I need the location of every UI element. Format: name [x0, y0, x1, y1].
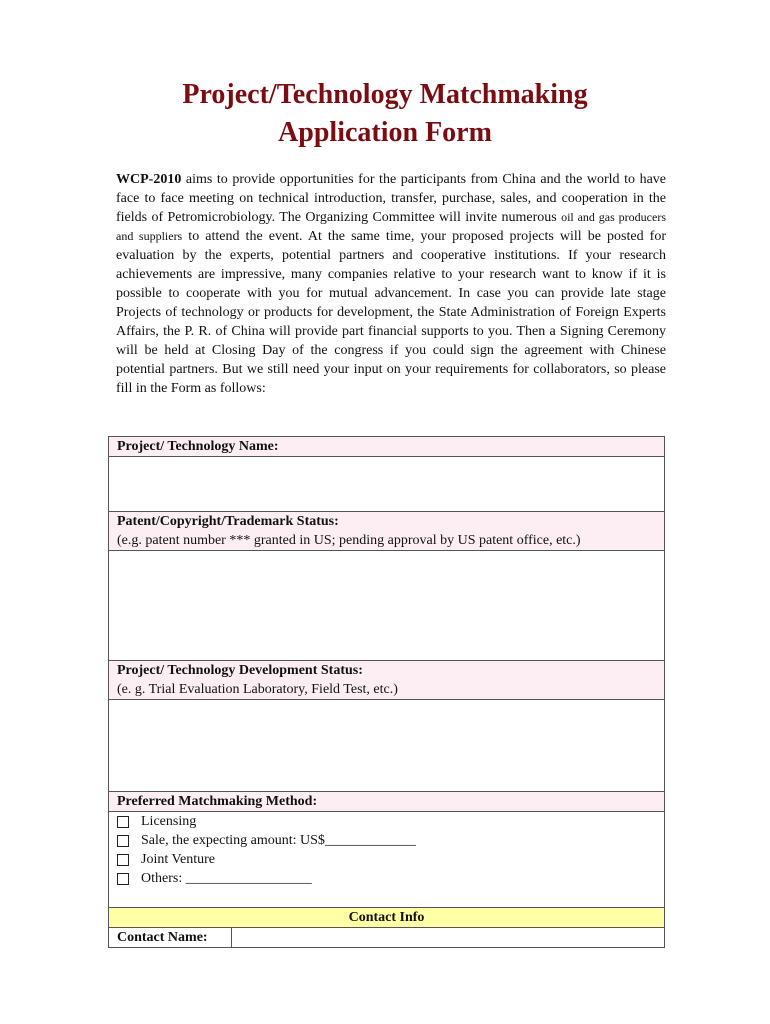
method-option-sale[interactable]: [117, 831, 656, 850]
development-label: Project/ Technology Development Status:: [117, 663, 363, 678]
development-hint: (e. g. Trial Evaluation Laboratory, Field Test, etc.): [117, 682, 398, 697]
patent-status-field[interactable]: [109, 551, 665, 661]
method-option-label: Sale, the expecting amount: US$_____________: [141, 833, 416, 848]
title-line-2: Application Form: [278, 117, 492, 148]
intro-text-2: to attend the event. At the same time, your proposed projects will be posted for evaluation by the experts, potential partners and cooperative institutions. If your research achievements are impressive, many companies relative to your research want to know if it is possible to cooperate with you for mutual advancement. In case you can provide late stage Projects of technology or products for development, the State Administration of Foreign Experts Affairs, the P. R. of China will provide part financial supports to you. Then a Signing Ceremony will be held at Closing Day of the congress if you could sign the agreement with Chinese potential partners. But we still need your input on your requirements for collaborators, so please fill in the Form as follows:: [116, 229, 667, 396]
project-name-label: Project/ Technology Name:: [109, 437, 665, 457]
development-status-field[interactable]: [109, 700, 665, 792]
patent-header: [109, 512, 665, 551]
method-list: [117, 812, 656, 888]
application-form-table: [108, 436, 665, 948]
title-line-1: Project/Technology Matchmaking: [182, 79, 588, 110]
method-option-label: Others: __________________: [141, 871, 312, 886]
patent-hint: (e.g. patent number *** granted in US; pending approval by US patent office, etc.): [117, 533, 581, 548]
checkbox-others[interactable]: [117, 873, 129, 885]
method-label: Preferred Matchmaking Method:: [109, 792, 665, 812]
patent-label: Patent/Copyright/Trademark Status:: [117, 514, 339, 529]
development-header: [109, 661, 665, 700]
checkbox-joint-venture[interactable]: [117, 854, 129, 866]
method-option-label: Licensing: [141, 814, 197, 829]
project-name-field[interactable]: [109, 457, 665, 512]
method-option-label: Joint Venture: [141, 852, 216, 867]
method-option-others[interactable]: [117, 869, 656, 888]
method-option-licensing[interactable]: [117, 812, 656, 831]
intro-paragraph: [116, 170, 666, 398]
method-option-joint-venture[interactable]: [117, 850, 656, 869]
contact-name-field[interactable]: [232, 928, 665, 948]
intro-text-1: aims to provide opportunities for the participants from China and the world to have face to face meeting on technical introduction, transfer, purchase, sales, and cooperation in the fields of Petromicrobiology. The Organizing Committee will invite numerous: [116, 172, 666, 225]
page-title: [0, 76, 770, 152]
checkbox-sale[interactable]: [117, 835, 129, 847]
event-name: WCP-2010: [116, 172, 182, 187]
contact-info-header: Contact Info: [109, 908, 665, 928]
intro-small-text: oil and gas producers and suppliers: [116, 210, 666, 243]
contact-name-label: Contact Name:: [109, 928, 232, 948]
method-options: [109, 812, 665, 908]
checkbox-licensing[interactable]: [117, 816, 129, 828]
